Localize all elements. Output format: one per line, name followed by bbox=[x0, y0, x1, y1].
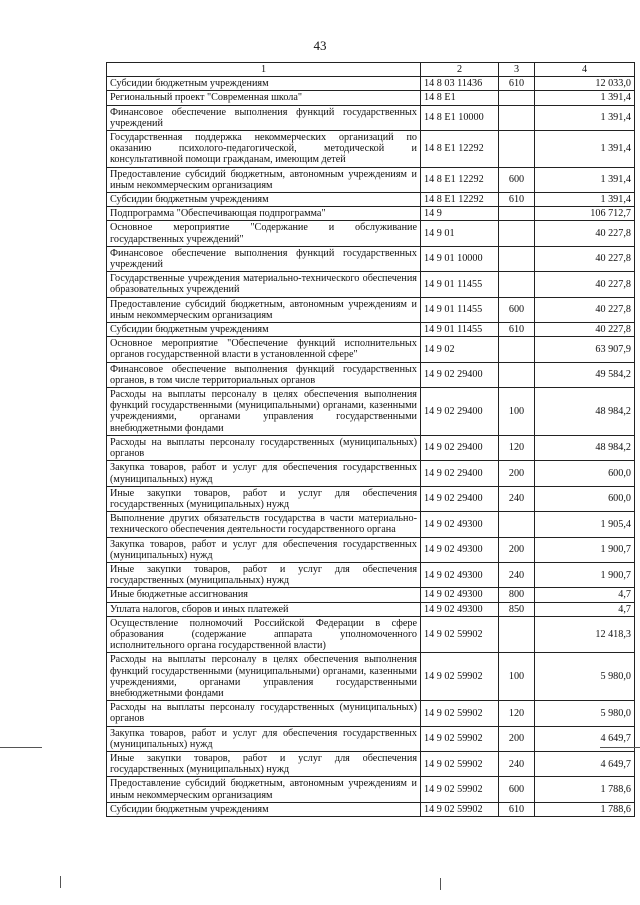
table-row bbox=[107, 337, 635, 362]
row-name: Закупка товаров, работ и услуг для обеспечения государственных (муниципальных) нужд bbox=[107, 726, 421, 751]
row-vr bbox=[499, 512, 535, 537]
row-vr bbox=[499, 221, 535, 246]
row-vr: 240 bbox=[499, 751, 535, 776]
row-amount: 40 227,8 bbox=[535, 323, 635, 337]
row-code: 14 8 03 11436 bbox=[421, 77, 499, 91]
row-code: 14 9 02 59902 bbox=[421, 701, 499, 726]
table-row bbox=[107, 537, 635, 562]
row-name: Государственная поддержка некоммерческих организаций по оказанию психолого-педагогической, методической и консультативной помощи гражданам, имеющим детей bbox=[107, 131, 421, 168]
row-amount: 40 227,8 bbox=[535, 221, 635, 246]
row-amount: 1 391,4 bbox=[535, 105, 635, 130]
row-name: Финансовое обеспечение выполнения функций государственных учреждений bbox=[107, 105, 421, 130]
row-name: Основное мероприятие "Обеспечение функций исполнительных органов государственной власти в установленной сфере" bbox=[107, 337, 421, 362]
row-vr bbox=[499, 362, 535, 387]
table-row bbox=[107, 653, 635, 701]
row-amount: 40 227,8 bbox=[535, 297, 635, 322]
row-code: 14 8 E1 12292 bbox=[421, 193, 499, 207]
row-amount: 600,0 bbox=[535, 461, 635, 486]
row-code: 14 8 E1 12292 bbox=[421, 167, 499, 192]
row-name: Иные бюджетные ассигнования bbox=[107, 588, 421, 602]
row-amount: 12 033,0 bbox=[535, 77, 635, 91]
table-row bbox=[107, 512, 635, 537]
row-name: Расходы на выплаты персоналу государственных (муниципальных) органов bbox=[107, 701, 421, 726]
row-amount: 5 980,0 bbox=[535, 701, 635, 726]
row-amount: 600,0 bbox=[535, 486, 635, 511]
row-vr: 200 bbox=[499, 461, 535, 486]
row-name: Предоставление субсидий бюджетным, автономным учреждениям и иным некоммерческим организациям bbox=[107, 777, 421, 802]
row-amount: 1 905,4 bbox=[535, 512, 635, 537]
row-vr: 240 bbox=[499, 486, 535, 511]
table-row bbox=[107, 105, 635, 130]
table-row bbox=[107, 461, 635, 486]
row-code: 14 9 02 bbox=[421, 337, 499, 362]
row-name: Закупка товаров, работ и услуг для обеспечения государственных (муниципальных) нужд bbox=[107, 461, 421, 486]
table-row bbox=[107, 246, 635, 271]
row-vr: 200 bbox=[499, 537, 535, 562]
row-name: Субсидии бюджетным учреждениям bbox=[107, 77, 421, 91]
row-vr: 610 bbox=[499, 802, 535, 816]
row-amount: 48 984,2 bbox=[535, 435, 635, 460]
scan-mark-bottom-1 bbox=[60, 876, 61, 888]
table-row bbox=[107, 193, 635, 207]
row-amount: 63 907,9 bbox=[535, 337, 635, 362]
row-code: 14 9 02 49300 bbox=[421, 602, 499, 616]
row-vr: 610 bbox=[499, 323, 535, 337]
table-row bbox=[107, 362, 635, 387]
row-vr bbox=[499, 337, 535, 362]
row-code: 14 9 02 59902 bbox=[421, 802, 499, 816]
row-code: 14 9 02 59902 bbox=[421, 777, 499, 802]
page-number: 43 bbox=[313, 38, 327, 53]
row-amount: 48 984,2 bbox=[535, 388, 635, 436]
row-code: 14 9 01 11455 bbox=[421, 272, 499, 297]
row-name: Региональный проект "Современная школа" bbox=[107, 91, 421, 105]
row-amount: 5 980,0 bbox=[535, 653, 635, 701]
row-name: Осуществление полномочий Российской Федерации в сфере образования (содержание аппарата уполномоченного исполнительного органа государственной власти) bbox=[107, 616, 421, 653]
row-name: Иные закупки товаров, работ и услуг для обеспечения государственных (муниципальных) нужд bbox=[107, 562, 421, 587]
row-vr: 600 bbox=[499, 167, 535, 192]
row-vr bbox=[499, 131, 535, 168]
row-vr bbox=[499, 91, 535, 105]
row-vr: 120 bbox=[499, 435, 535, 460]
scan-mark-right bbox=[600, 747, 640, 748]
table-row bbox=[107, 221, 635, 246]
table-row bbox=[107, 562, 635, 587]
row-name: Государственные учреждения материально-технического обеспечения образовательных учреждений bbox=[107, 272, 421, 297]
row-code: 14 9 02 59902 bbox=[421, 751, 499, 776]
row-name: Расходы на выплаты персоналу в целях обеспечения выполнения функций государственными (муниципальными) органами, казенными учреждениями, органами управления государственными внебюджетными фондами bbox=[107, 653, 421, 701]
row-name: Основное мероприятие "Содержание и обслуживание государственных учреждений" bbox=[107, 221, 421, 246]
table-row bbox=[107, 726, 635, 751]
row-vr bbox=[499, 616, 535, 653]
scan-mark-left bbox=[0, 747, 42, 748]
table-row bbox=[107, 91, 635, 105]
row-amount: 1 900,7 bbox=[535, 562, 635, 587]
row-name: Расходы на выплаты персоналу государственных (муниципальных) органов bbox=[107, 435, 421, 460]
row-code: 14 9 02 49300 bbox=[421, 588, 499, 602]
row-name: Иные закупки товаров, работ и услуг для обеспечения государственных (муниципальных) нужд bbox=[107, 751, 421, 776]
table-row bbox=[107, 323, 635, 337]
row-code: 14 9 01 11455 bbox=[421, 323, 499, 337]
row-vr: 850 bbox=[499, 602, 535, 616]
row-vr: 100 bbox=[499, 653, 535, 701]
row-name: Предоставление субсидий бюджетным, автономным учреждениям и иным некоммерческим организациям bbox=[107, 167, 421, 192]
row-amount: 1 391,4 bbox=[535, 167, 635, 192]
row-vr: 240 bbox=[499, 562, 535, 587]
table-row bbox=[107, 751, 635, 776]
row-amount: 1 391,4 bbox=[535, 91, 635, 105]
budget-table bbox=[106, 62, 635, 817]
row-amount: 1 391,4 bbox=[535, 193, 635, 207]
table-row bbox=[107, 486, 635, 511]
header-amount: 4 bbox=[535, 63, 635, 77]
table-row bbox=[107, 435, 635, 460]
row-name: Уплата налогов, сборов и иных платежей bbox=[107, 602, 421, 616]
row-name: Закупка товаров, работ и услуг для обеспечения государственных (муниципальных) нужд bbox=[107, 537, 421, 562]
row-vr: 610 bbox=[499, 77, 535, 91]
table-row bbox=[107, 777, 635, 802]
header-row bbox=[107, 63, 635, 77]
table-row bbox=[107, 588, 635, 602]
row-code: 14 9 bbox=[421, 207, 499, 221]
row-code: 14 8 E1 10000 bbox=[421, 105, 499, 130]
row-code: 14 9 01 10000 bbox=[421, 246, 499, 271]
row-name: Выполнение других обязательств государства в части материально-технического обеспечения деятельности государственного органа bbox=[107, 512, 421, 537]
row-vr bbox=[499, 246, 535, 271]
row-vr: 120 bbox=[499, 701, 535, 726]
row-amount: 1 391,4 bbox=[535, 131, 635, 168]
table-row bbox=[107, 131, 635, 168]
table-row bbox=[107, 602, 635, 616]
row-code: 14 9 02 29400 bbox=[421, 435, 499, 460]
row-code: 14 9 02 49300 bbox=[421, 512, 499, 537]
row-code: 14 9 02 29400 bbox=[421, 486, 499, 511]
table-row bbox=[107, 272, 635, 297]
table-row bbox=[107, 207, 635, 221]
row-amount: 40 227,8 bbox=[535, 272, 635, 297]
header-code: 2 bbox=[421, 63, 499, 77]
row-vr bbox=[499, 207, 535, 221]
row-amount: 4,7 bbox=[535, 588, 635, 602]
row-code: 14 9 01 11455 bbox=[421, 297, 499, 322]
row-vr: 600 bbox=[499, 297, 535, 322]
table-row bbox=[107, 297, 635, 322]
row-code: 14 9 02 49300 bbox=[421, 562, 499, 587]
scan-mark-bottom-2 bbox=[440, 878, 441, 890]
row-amount: 4,7 bbox=[535, 602, 635, 616]
table-row bbox=[107, 388, 635, 436]
row-code: 14 8 E1 bbox=[421, 91, 499, 105]
row-vr: 800 bbox=[499, 588, 535, 602]
table-row bbox=[107, 167, 635, 192]
row-code: 14 9 01 bbox=[421, 221, 499, 246]
row-code: 14 8 E1 12292 bbox=[421, 131, 499, 168]
row-amount: 1 900,7 bbox=[535, 537, 635, 562]
row-name: Финансовое обеспечение выполнения функций государственных учреждений bbox=[107, 246, 421, 271]
table-row bbox=[107, 616, 635, 653]
row-name: Иные закупки товаров, работ и услуг для обеспечения государственных (муниципальных) нужд bbox=[107, 486, 421, 511]
row-vr bbox=[499, 105, 535, 130]
row-amount: 4 649,7 bbox=[535, 726, 635, 751]
row-code: 14 9 02 49300 bbox=[421, 537, 499, 562]
row-vr: 600 bbox=[499, 777, 535, 802]
header-name: 1 bbox=[107, 63, 421, 77]
row-code: 14 9 02 59902 bbox=[421, 653, 499, 701]
row-name: Субсидии бюджетным учреждениям bbox=[107, 193, 421, 207]
row-code: 14 9 02 59902 bbox=[421, 726, 499, 751]
row-name: Финансовое обеспечение выполнения функций государственных органов, в том числе территориальных органов bbox=[107, 362, 421, 387]
row-code: 14 9 02 59902 bbox=[421, 616, 499, 653]
row-vr: 100 bbox=[499, 388, 535, 436]
row-amount: 49 584,2 bbox=[535, 362, 635, 387]
table-row bbox=[107, 802, 635, 816]
row-code: 14 9 02 29400 bbox=[421, 362, 499, 387]
row-name: Предоставление субсидий бюджетным, автономным учреждениям и иным некоммерческим организациям bbox=[107, 297, 421, 322]
row-vr bbox=[499, 272, 535, 297]
row-name: Субсидии бюджетным учреждениям bbox=[107, 802, 421, 816]
row-vr: 200 bbox=[499, 726, 535, 751]
row-amount: 106 712,7 bbox=[535, 207, 635, 221]
row-name: Субсидии бюджетным учреждениям bbox=[107, 323, 421, 337]
table-row bbox=[107, 77, 635, 91]
row-vr: 610 bbox=[499, 193, 535, 207]
table-row bbox=[107, 701, 635, 726]
header-vr: 3 bbox=[499, 63, 535, 77]
row-amount: 12 418,3 bbox=[535, 616, 635, 653]
row-amount: 4 649,7 bbox=[535, 751, 635, 776]
row-name: Расходы на выплаты персоналу в целях обеспечения выполнения функций государственными (муниципальными) органами, казенными учреждениями, органами управления государственными внебюджетными фондами bbox=[107, 388, 421, 436]
row-amount: 1 788,6 bbox=[535, 777, 635, 802]
row-code: 14 9 02 29400 bbox=[421, 461, 499, 486]
row-name: Подпрограмма "Обеспечивающая подпрограмма" bbox=[107, 207, 421, 221]
row-code: 14 9 02 29400 bbox=[421, 388, 499, 436]
row-amount: 1 788,6 bbox=[535, 802, 635, 816]
row-amount: 40 227,8 bbox=[535, 246, 635, 271]
